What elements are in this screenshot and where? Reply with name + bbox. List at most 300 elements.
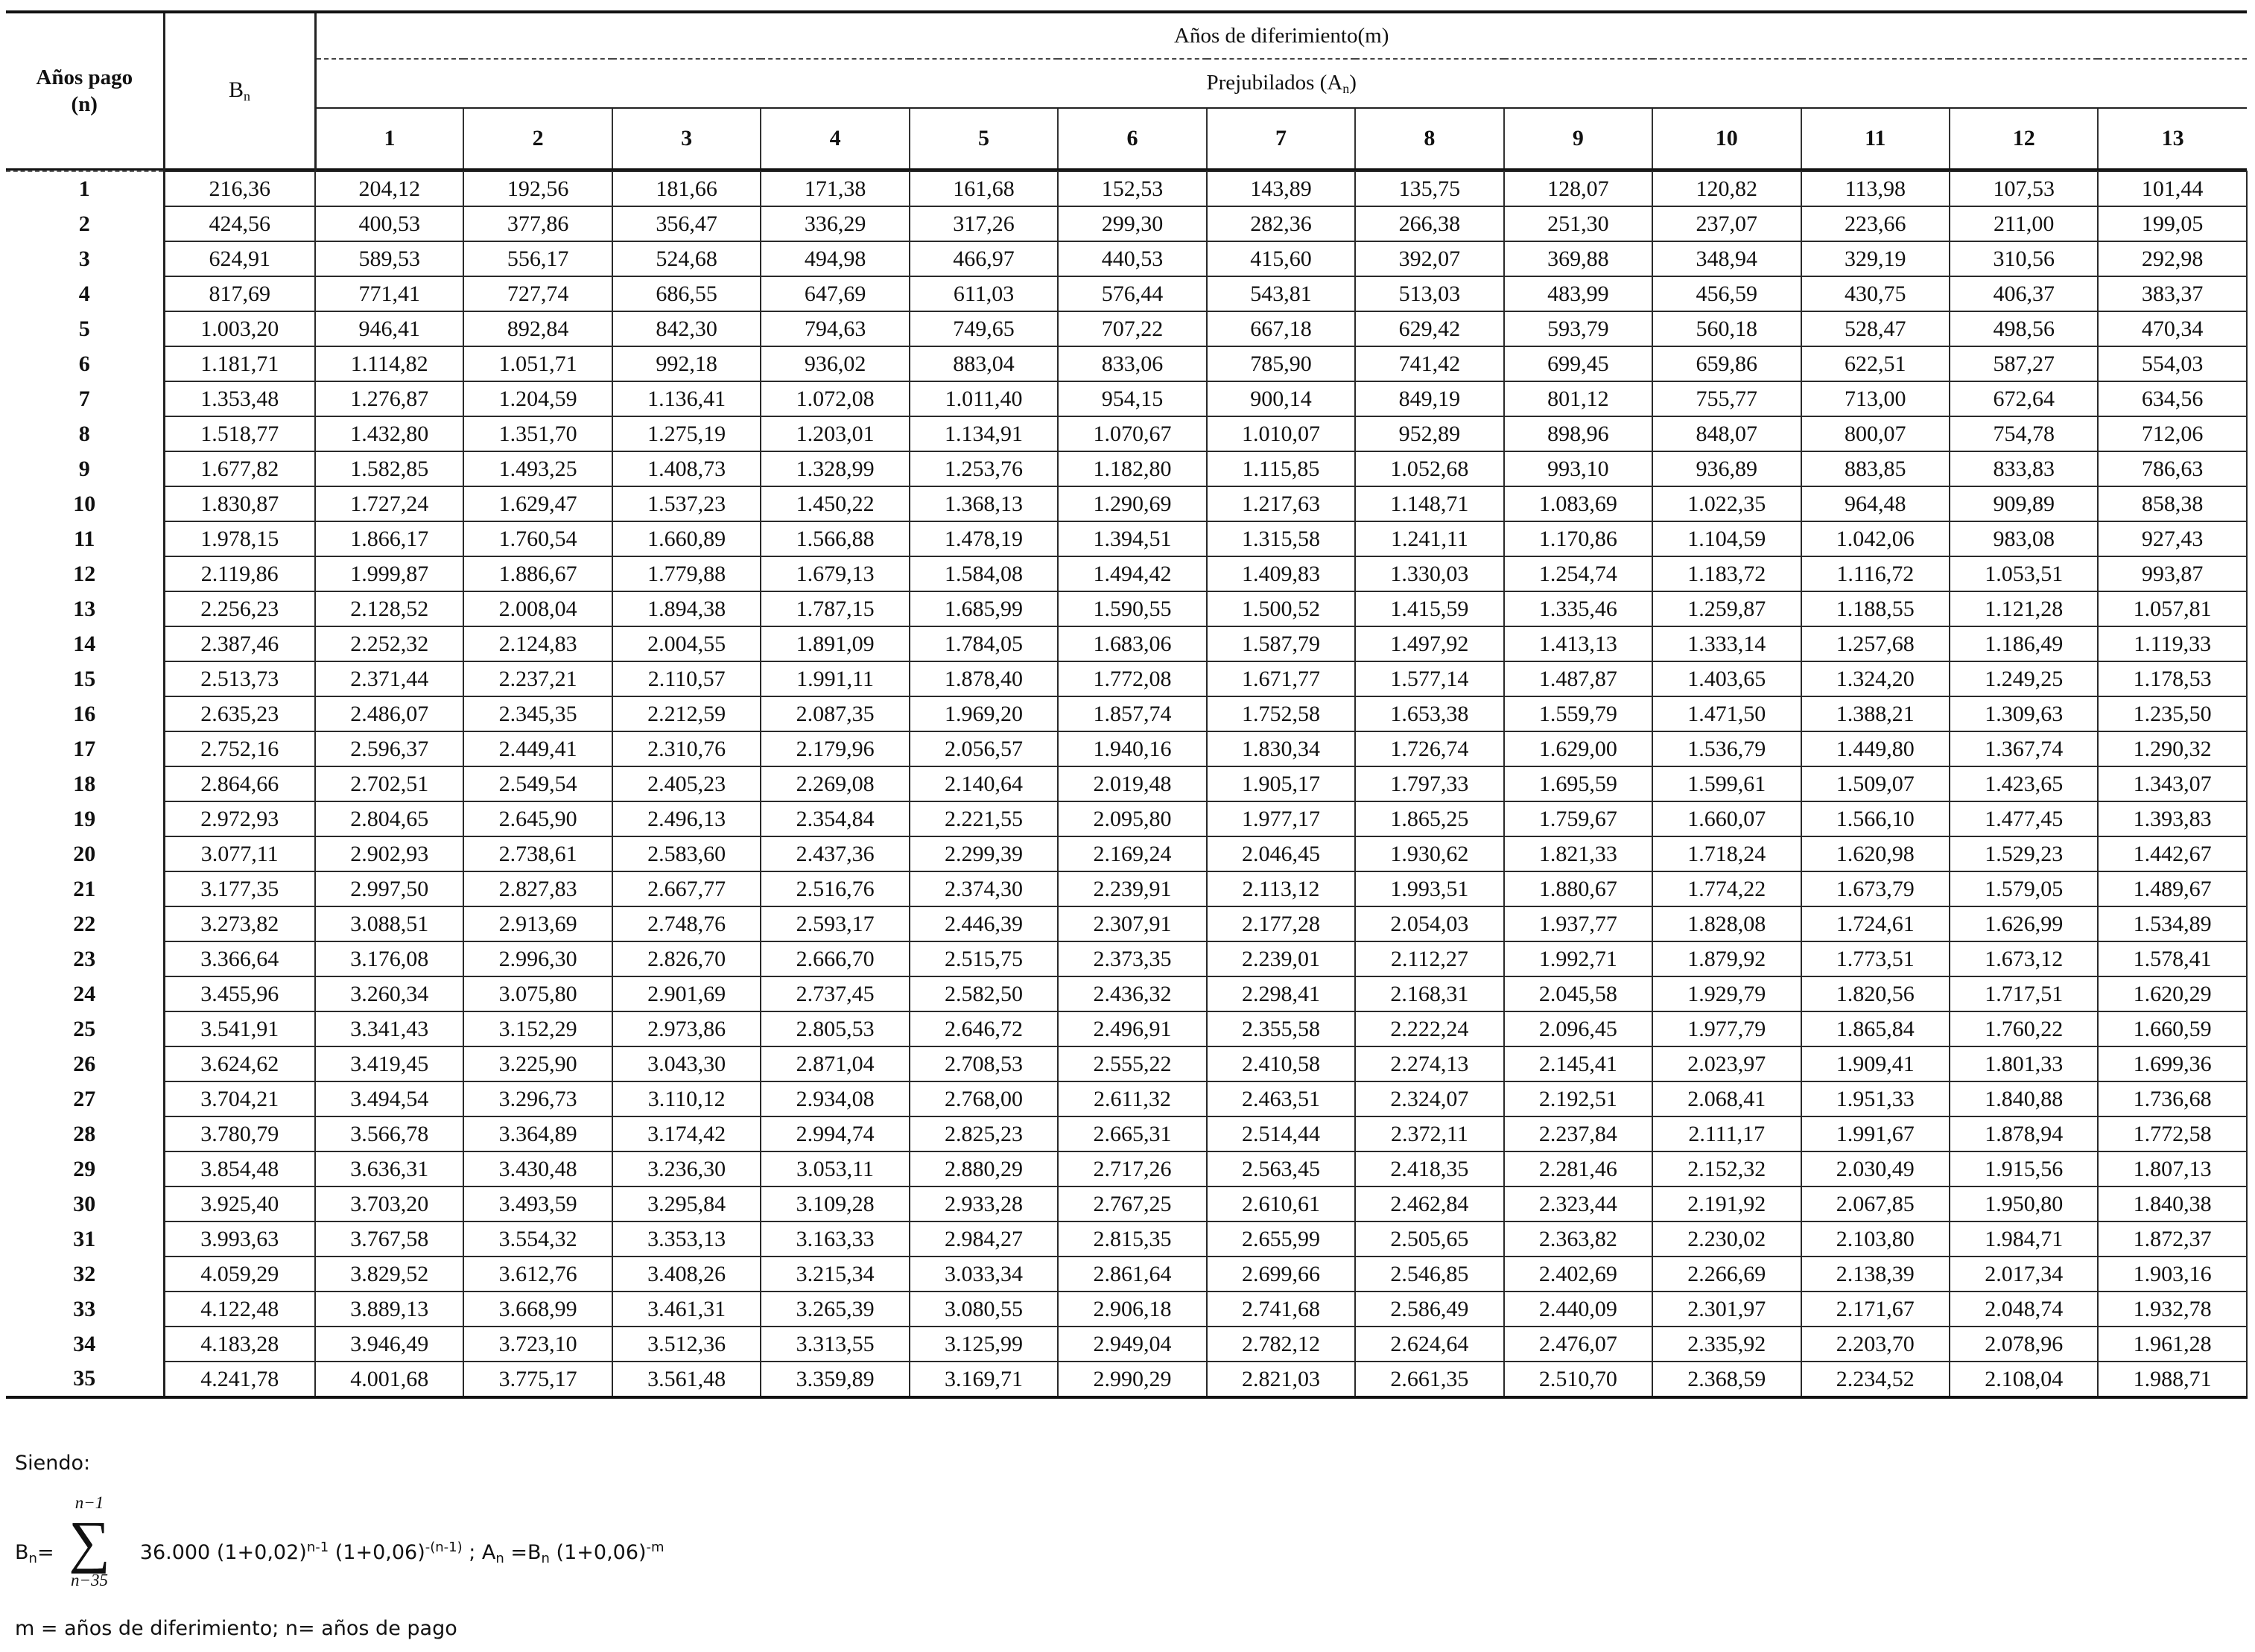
cell-an-m3: 2.583,60 <box>612 836 761 871</box>
row-year: 26 <box>6 1046 164 1081</box>
cell-an-m4: 2.934,08 <box>761 1081 909 1116</box>
cell-an-m1: 3.494,54 <box>315 1081 463 1116</box>
cell-an-m2: 1.760,54 <box>463 521 612 556</box>
cell-an-m13: 101,44 <box>2098 171 2246 206</box>
cell-an-m10: 2.152,32 <box>1652 1151 1801 1186</box>
cell-an-m12: 1.529,23 <box>1950 836 2098 871</box>
cell-an-m10: 1.879,92 <box>1652 941 1801 976</box>
cell-an-m13: 292,98 <box>2098 241 2246 276</box>
cell-an-m7: 143,89 <box>1207 171 1355 206</box>
cell-an-m7: 2.610,61 <box>1207 1186 1355 1221</box>
cell-an-m3: 686,55 <box>612 276 761 311</box>
cell-an-m2: 3.612,76 <box>463 1257 612 1292</box>
cell-an-m6: 2.767,25 <box>1058 1186 1206 1221</box>
cell-an-m9: 251,30 <box>1504 206 1652 241</box>
cell-an-m4: 494,98 <box>761 241 909 276</box>
row-year: 32 <box>6 1257 164 1292</box>
cell-an-m11: 800,07 <box>1801 416 1950 451</box>
cell-an-m4: 1.891,09 <box>761 626 909 661</box>
formula-term-base: 36.000 (1+0,02) <box>139 1541 307 1564</box>
cell-an-m11: 964,48 <box>1801 486 1950 521</box>
cell-an-m13: 1.699,36 <box>2098 1046 2246 1081</box>
cell-an-m4: 2.593,17 <box>761 906 909 941</box>
cell-an-m2: 2.996,30 <box>463 941 612 976</box>
cell-an-m13: 1.119,33 <box>2098 626 2246 661</box>
cell-an-m13: 1.932,78 <box>2098 1292 2246 1327</box>
cell-an-m9: 2.237,84 <box>1504 1116 1652 1151</box>
cell-an-m8: 2.168,31 <box>1355 976 1503 1011</box>
cell-bn: 624,91 <box>164 241 315 276</box>
cell-an-m9: 1.880,67 <box>1504 871 1652 906</box>
cell-an-m3: 1.136,41 <box>612 381 761 416</box>
cell-an-m5: 2.299,39 <box>910 836 1058 871</box>
cell-an-m12: 1.186,49 <box>1950 626 2098 661</box>
cell-an-m11: 2.138,39 <box>1801 1257 1950 1292</box>
cell-an-m10: 348,94 <box>1652 241 1801 276</box>
cell-an-m2: 2.913,69 <box>463 906 612 941</box>
cell-an-m4: 1.787,15 <box>761 591 909 626</box>
table-row <box>6 696 2247 731</box>
cell-an-m7: 2.298,41 <box>1207 976 1355 1011</box>
cell-an-m10: 1.599,61 <box>1652 766 1801 801</box>
cell-an-m10: 1.828,08 <box>1652 906 1801 941</box>
cell-an-m8: 629,42 <box>1355 311 1503 346</box>
cell-an-m3: 842,30 <box>612 311 761 346</box>
formula-exp1: n-1 <box>306 1540 329 1555</box>
cell-an-m6: 1.857,74 <box>1058 696 1206 731</box>
table-header <box>6 12 2247 171</box>
cell-an-m5: 2.646,72 <box>910 1011 1058 1046</box>
table-row <box>6 381 2247 416</box>
cell-bn: 1.181,71 <box>164 346 315 381</box>
cell-an-m6: 152,53 <box>1058 171 1206 206</box>
cell-an-m1: 3.566,78 <box>315 1116 463 1151</box>
cell-an-m1: 4.001,68 <box>315 1362 463 1397</box>
cell-an-m10: 936,89 <box>1652 451 1801 486</box>
cell-an-m10: 2.301,97 <box>1652 1292 1801 1327</box>
cell-an-m2: 3.723,10 <box>463 1327 612 1362</box>
cell-an-m9: 1.487,87 <box>1504 661 1652 696</box>
row-year: 19 <box>6 801 164 836</box>
cell-an-m9: 1.992,71 <box>1504 941 1652 976</box>
cell-an-m9: 993,10 <box>1504 451 1652 486</box>
row-year: 2 <box>6 206 164 241</box>
cell-an-m12: 1.840,88 <box>1950 1081 2098 1116</box>
cell-an-m7: 2.410,58 <box>1207 1046 1355 1081</box>
cell-an-m6: 2.861,64 <box>1058 1257 1206 1292</box>
cell-an-m1: 3.889,13 <box>315 1292 463 1327</box>
row-year: 27 <box>6 1081 164 1116</box>
cell-an-m5: 317,26 <box>910 206 1058 241</box>
cell-an-m11: 622,51 <box>1801 346 1950 381</box>
cell-an-m7: 2.514,44 <box>1207 1116 1355 1151</box>
cell-an-m3: 2.110,57 <box>612 661 761 696</box>
row-year: 14 <box>6 626 164 661</box>
cell-an-m10: 1.403,65 <box>1652 661 1801 696</box>
cell-an-m8: 1.415,59 <box>1355 591 1503 626</box>
row-year: 12 <box>6 556 164 591</box>
cell-an-m4: 171,38 <box>761 171 909 206</box>
cell-an-m3: 3.043,30 <box>612 1046 761 1081</box>
cell-an-m4: 3.163,33 <box>761 1221 909 1257</box>
header-years-payment-label: Años pago (n) <box>36 66 133 116</box>
cell-an-m2: 3.075,80 <box>463 976 612 1011</box>
cell-an-m7: 2.821,03 <box>1207 1362 1355 1397</box>
cell-an-m11: 1.449,80 <box>1801 731 1950 766</box>
cell-an-m8: 1.052,68 <box>1355 451 1503 486</box>
cell-an-m11: 1.042,06 <box>1801 521 1950 556</box>
header-prejubilados-label: Prejubilados (A <box>1206 70 1343 95</box>
header-prejubilados <box>315 59 2247 108</box>
row-year: 28 <box>6 1116 164 1151</box>
row-year: 30 <box>6 1186 164 1221</box>
cell-an-m3: 2.667,77 <box>612 871 761 906</box>
cell-an-m11: 1.991,67 <box>1801 1116 1950 1151</box>
cell-an-m2: 3.364,89 <box>463 1116 612 1151</box>
cell-an-m4: 3.359,89 <box>761 1362 909 1397</box>
cell-an-m4: 2.871,04 <box>761 1046 909 1081</box>
cell-an-m8: 2.054,03 <box>1355 906 1503 941</box>
cell-an-m5: 2.708,53 <box>910 1046 1058 1081</box>
cell-an-m9: 593,79 <box>1504 311 1652 346</box>
cell-an-m9: 1.254,74 <box>1504 556 1652 591</box>
cell-an-m8: 2.372,11 <box>1355 1116 1503 1151</box>
cell-an-m3: 2.496,13 <box>612 801 761 836</box>
cell-an-m3: 2.405,23 <box>612 766 761 801</box>
cell-an-m9: 1.413,13 <box>1504 626 1652 661</box>
cell-an-m7: 282,36 <box>1207 206 1355 241</box>
cell-an-m1: 3.176,08 <box>315 941 463 976</box>
cell-an-m6: 1.182,80 <box>1058 451 1206 486</box>
cell-an-m2: 892,84 <box>463 311 612 346</box>
cell-an-m5: 161,68 <box>910 171 1058 206</box>
cell-bn: 1.003,20 <box>164 311 315 346</box>
cell-an-m9: 1.759,67 <box>1504 801 1652 836</box>
cell-an-m11: 1.566,10 <box>1801 801 1950 836</box>
cell-an-m1: 2.371,44 <box>315 661 463 696</box>
cell-an-m1: 204,12 <box>315 171 463 206</box>
cell-an-m4: 2.179,96 <box>761 731 909 766</box>
cell-an-m12: 2.078,96 <box>1950 1327 2098 1362</box>
cell-an-m13: 199,05 <box>2098 206 2246 241</box>
header-m-8: 8 <box>1355 108 1503 170</box>
cell-an-m2: 2.827,83 <box>463 871 612 906</box>
cell-an-m7: 785,90 <box>1207 346 1355 381</box>
cell-an-m1: 1.582,85 <box>315 451 463 486</box>
cell-an-m12: 107,53 <box>1950 171 2098 206</box>
cell-an-m8: 2.462,84 <box>1355 1186 1503 1221</box>
cell-an-m9: 1.937,77 <box>1504 906 1652 941</box>
cell-an-m4: 2.516,76 <box>761 871 909 906</box>
cell-an-m5: 1.011,40 <box>910 381 1058 416</box>
cell-an-m4: 3.109,28 <box>761 1186 909 1221</box>
cell-bn: 1.677,82 <box>164 451 315 486</box>
cell-an-m8: 2.586,49 <box>1355 1292 1503 1327</box>
cell-an-m2: 3.430,48 <box>463 1151 612 1186</box>
cell-an-m3: 3.174,42 <box>612 1116 761 1151</box>
cell-an-m12: 1.626,99 <box>1950 906 2098 941</box>
cell-an-m8: 2.546,85 <box>1355 1257 1503 1292</box>
cell-an-m11: 2.203,70 <box>1801 1327 1950 1362</box>
cell-an-m13: 712,06 <box>2098 416 2246 451</box>
cell-an-m12: 1.053,51 <box>1950 556 2098 591</box>
row-year: 10 <box>6 486 164 521</box>
cell-bn: 3.780,79 <box>164 1116 315 1151</box>
table-row <box>6 1327 2247 1362</box>
cell-an-m9: 801,12 <box>1504 381 1652 416</box>
cell-an-m11: 528,47 <box>1801 311 1950 346</box>
cell-an-m4: 2.269,08 <box>761 766 909 801</box>
cell-bn: 424,56 <box>164 206 315 241</box>
cell-an-m10: 2.230,02 <box>1652 1221 1801 1257</box>
cell-an-m6: 2.665,31 <box>1058 1116 1206 1151</box>
cell-bn: 2.972,93 <box>164 801 315 836</box>
table-row <box>6 1046 2247 1081</box>
cell-an-m12: 498,56 <box>1950 311 2098 346</box>
cell-an-m12: 1.801,33 <box>1950 1046 2098 1081</box>
cell-an-m8: 2.418,35 <box>1355 1151 1503 1186</box>
cell-an-m6: 440,53 <box>1058 241 1206 276</box>
cell-an-m10: 560,18 <box>1652 311 1801 346</box>
cell-an-m10: 659,86 <box>1652 346 1801 381</box>
cell-an-m1: 3.419,45 <box>315 1046 463 1081</box>
cell-an-m13: 1.988,71 <box>2098 1362 2246 1397</box>
cell-an-m2: 3.554,32 <box>463 1221 612 1257</box>
cell-an-m7: 415,60 <box>1207 241 1355 276</box>
cell-an-m6: 954,15 <box>1058 381 1206 416</box>
cell-an-m3: 2.973,86 <box>612 1011 761 1046</box>
cell-an-m11: 1.724,61 <box>1801 906 1950 941</box>
cell-an-m5: 466,97 <box>910 241 1058 276</box>
table-row <box>6 976 2247 1011</box>
cell-an-m6: 1.290,69 <box>1058 486 1206 521</box>
cell-an-m3: 3.561,48 <box>612 1362 761 1397</box>
cell-an-m9: 1.335,46 <box>1504 591 1652 626</box>
cell-an-m1: 2.902,93 <box>315 836 463 871</box>
cell-an-m3: 2.826,70 <box>612 941 761 976</box>
cell-an-m13: 554,03 <box>2098 346 2246 381</box>
cell-an-m3: 181,66 <box>612 171 761 206</box>
cell-an-m13: 1.903,16 <box>2098 1257 2246 1292</box>
table-row <box>6 241 2247 276</box>
cell-an-m9: 699,45 <box>1504 346 1652 381</box>
row-year: 33 <box>6 1292 164 1327</box>
cell-an-m12: 1.121,28 <box>1950 591 2098 626</box>
cell-an-m13: 1.660,59 <box>2098 1011 2246 1046</box>
cell-an-m6: 2.019,48 <box>1058 766 1206 801</box>
cell-an-m7: 1.977,17 <box>1207 801 1355 836</box>
cell-an-m13: 1.393,83 <box>2098 801 2246 836</box>
cell-an-m4: 3.313,55 <box>761 1327 909 1362</box>
header-m-7: 7 <box>1207 108 1355 170</box>
row-year: 11 <box>6 521 164 556</box>
cell-an-m7: 1.500,52 <box>1207 591 1355 626</box>
cell-an-m1: 1.432,80 <box>315 416 463 451</box>
cell-an-m5: 611,03 <box>910 276 1058 311</box>
formula-bn-sub: n <box>541 1551 550 1566</box>
cell-an-m4: 1.566,88 <box>761 521 909 556</box>
cell-an-m3: 1.894,38 <box>612 591 761 626</box>
table-row <box>6 661 2247 696</box>
cell-an-m8: 135,75 <box>1355 171 1503 206</box>
cell-bn: 2.513,73 <box>164 661 315 696</box>
cell-an-m2: 1.493,25 <box>463 451 612 486</box>
cell-an-m10: 755,77 <box>1652 381 1801 416</box>
cell-an-m6: 2.990,29 <box>1058 1362 1206 1397</box>
cell-an-m3: 3.512,36 <box>612 1327 761 1362</box>
cell-an-m7: 1.671,77 <box>1207 661 1355 696</box>
cell-an-m1: 2.702,51 <box>315 766 463 801</box>
cell-an-m7: 667,18 <box>1207 311 1355 346</box>
cell-an-m7: 1.010,07 <box>1207 416 1355 451</box>
cell-an-m10: 120,82 <box>1652 171 1801 206</box>
formula-an-equals: =B <box>504 1541 542 1564</box>
cell-an-m11: 1.188,55 <box>1801 591 1950 626</box>
header-years-payment <box>6 13 164 170</box>
cell-an-m9: 483,99 <box>1504 276 1652 311</box>
cell-an-m5: 2.515,75 <box>910 941 1058 976</box>
cell-an-m12: 1.423,65 <box>1950 766 2098 801</box>
cell-an-m13: 1.343,07 <box>2098 766 2246 801</box>
cell-an-m7: 1.587,79 <box>1207 626 1355 661</box>
row-year: 15 <box>6 661 164 696</box>
cell-an-m11: 1.620,98 <box>1801 836 1950 871</box>
cell-an-m6: 1.940,16 <box>1058 731 1206 766</box>
cell-an-m11: 2.171,67 <box>1801 1292 1950 1327</box>
cell-bn: 3.366,64 <box>164 941 315 976</box>
cell-an-m11: 223,66 <box>1801 206 1950 241</box>
row-year: 5 <box>6 311 164 346</box>
cell-an-m10: 2.335,92 <box>1652 1327 1801 1362</box>
cell-an-m5: 1.685,99 <box>910 591 1058 626</box>
cell-an-m5: 1.134,91 <box>910 416 1058 451</box>
cell-bn: 2.752,16 <box>164 731 315 766</box>
cell-an-m13: 927,43 <box>2098 521 2246 556</box>
cell-an-m7: 2.699,66 <box>1207 1257 1355 1292</box>
cell-an-m10: 2.023,97 <box>1652 1046 1801 1081</box>
header-bn-label: B <box>228 77 244 102</box>
cell-an-m5: 1.878,40 <box>910 661 1058 696</box>
cell-an-m10: 1.259,87 <box>1652 591 1801 626</box>
cell-bn: 3.993,63 <box>164 1221 315 1257</box>
cell-an-m5: 2.880,29 <box>910 1151 1058 1186</box>
cell-an-m11: 713,00 <box>1801 381 1950 416</box>
cell-an-m4: 1.679,13 <box>761 556 909 591</box>
cell-an-m4: 647,69 <box>761 276 909 311</box>
cell-an-m11: 2.103,80 <box>1801 1221 1950 1257</box>
cell-an-m5: 1.253,76 <box>910 451 1058 486</box>
cell-an-m2: 2.237,21 <box>463 661 612 696</box>
cell-an-m8: 1.330,03 <box>1355 556 1503 591</box>
cell-an-m10: 456,59 <box>1652 276 1801 311</box>
cell-an-m4: 794,63 <box>761 311 909 346</box>
table-row <box>6 311 2247 346</box>
header-m-3: 3 <box>612 108 761 170</box>
cell-an-m2: 2.738,61 <box>463 836 612 871</box>
cell-an-m2: 556,17 <box>463 241 612 276</box>
cell-an-m2: 1.629,47 <box>463 486 612 521</box>
cell-bn: 2.119,86 <box>164 556 315 591</box>
cell-an-m3: 3.110,12 <box>612 1081 761 1116</box>
cell-an-m12: 1.717,51 <box>1950 976 2098 1011</box>
table-row <box>6 731 2247 766</box>
cell-an-m10: 1.660,07 <box>1652 801 1801 836</box>
cell-an-m7: 2.655,99 <box>1207 1221 1355 1257</box>
cell-an-m1: 2.252,32 <box>315 626 463 661</box>
cell-an-m9: 1.695,59 <box>1504 766 1652 801</box>
cell-an-m10: 1.333,14 <box>1652 626 1801 661</box>
cell-an-m10: 2.111,17 <box>1652 1116 1801 1151</box>
cell-an-m10: 1.774,22 <box>1652 871 1801 906</box>
cell-an-m9: 2.363,82 <box>1504 1221 1652 1257</box>
cell-an-m2: 2.645,90 <box>463 801 612 836</box>
cell-an-m11: 883,85 <box>1801 451 1950 486</box>
cell-an-m1: 3.703,20 <box>315 1186 463 1221</box>
cell-bn: 4.059,29 <box>164 1257 315 1292</box>
row-year: 8 <box>6 416 164 451</box>
cell-an-m9: 2.096,45 <box>1504 1011 1652 1046</box>
header-m-1: 1 <box>315 108 463 170</box>
cell-an-m7: 1.115,85 <box>1207 451 1355 486</box>
cell-an-m13: 1.961,28 <box>2098 1327 2246 1362</box>
cell-an-m11: 1.673,79 <box>1801 871 1950 906</box>
table-row <box>6 1292 2247 1327</box>
cell-an-m9: 1.170,86 <box>1504 521 1652 556</box>
cell-an-m11: 1.116,72 <box>1801 556 1950 591</box>
cell-an-m8: 1.241,11 <box>1355 521 1503 556</box>
cell-an-m2: 2.449,41 <box>463 731 612 766</box>
cell-bn: 3.273,82 <box>164 906 315 941</box>
cell-an-m2: 2.345,35 <box>463 696 612 731</box>
legend-line: m = años de diferimiento; n= años de pago <box>15 1617 457 1640</box>
cell-an-m4: 3.265,39 <box>761 1292 909 1327</box>
cell-an-m2: 3.152,29 <box>463 1011 612 1046</box>
cell-an-m13: 470,34 <box>2098 311 2246 346</box>
cell-an-m4: 2.805,53 <box>761 1011 909 1046</box>
cell-an-m5: 2.056,57 <box>910 731 1058 766</box>
row-year: 31 <box>6 1221 164 1257</box>
cell-an-m13: 1.736,68 <box>2098 1081 2246 1116</box>
cell-an-m5: 1.784,05 <box>910 626 1058 661</box>
cell-an-m6: 1.683,06 <box>1058 626 1206 661</box>
cell-an-m8: 1.148,71 <box>1355 486 1503 521</box>
cell-an-m12: 2.048,74 <box>1950 1292 2098 1327</box>
cell-an-m3: 524,68 <box>612 241 761 276</box>
cell-an-m5: 2.374,30 <box>910 871 1058 906</box>
header-bn <box>164 13 315 170</box>
cell-an-m8: 2.112,27 <box>1355 941 1503 976</box>
cell-an-m1: 400,53 <box>315 206 463 241</box>
cell-bn: 3.077,11 <box>164 836 315 871</box>
cell-an-m11: 1.509,07 <box>1801 766 1950 801</box>
cell-an-m4: 1.072,08 <box>761 381 909 416</box>
cell-an-m2: 1.351,70 <box>463 416 612 451</box>
cell-bn: 3.854,48 <box>164 1151 315 1186</box>
cell-an-m9: 1.083,69 <box>1504 486 1652 521</box>
cell-bn: 2.387,46 <box>164 626 315 661</box>
table-row <box>6 871 2247 906</box>
cell-an-m13: 786,63 <box>2098 451 2246 486</box>
table-row <box>6 416 2247 451</box>
cell-an-m4: 2.437,36 <box>761 836 909 871</box>
cell-an-m9: 2.323,44 <box>1504 1186 1652 1221</box>
cell-an-m8: 2.222,24 <box>1355 1011 1503 1046</box>
cell-bn: 3.704,21 <box>164 1081 315 1116</box>
cell-an-m13: 1.872,37 <box>2098 1221 2246 1257</box>
cell-an-m4: 936,02 <box>761 346 909 381</box>
cell-an-m5: 2.446,39 <box>910 906 1058 941</box>
cell-an-m9: 898,96 <box>1504 416 1652 451</box>
